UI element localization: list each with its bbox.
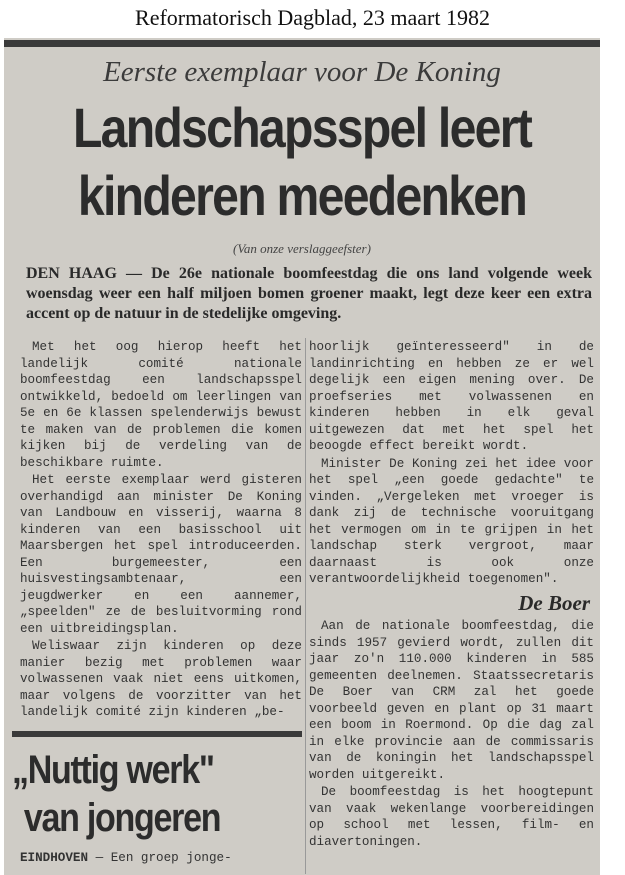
right-paragraph-2: Minister De Koning zei het idee voor het spel „een goede gedachte" te vinden. „Vergeleken met vroeger is dank zij de technische vooruitgang het vermogen om in te grijpen in het landschap sterk vergroot, maar daarnaast is ook onze verantwoordelijkheid toegenomen".	[309, 456, 594, 586]
second-article-lead	[20, 851, 302, 865]
column-divider	[305, 338, 306, 874]
second-article-headline	[12, 746, 259, 842]
left-paragraph-3: Weliswaar zijn kinderen op deze manier bezig met problemen waar volwassenen vaak niet eens uitkomen, maar volgens de voorzitter van het landelijk comité zijn kinderen „be-	[20, 639, 302, 719]
section-subhead: De Boer	[518, 591, 590, 615]
left-column	[20, 339, 302, 727]
second-headline-line-1: „Nuttig werk"	[12, 748, 214, 792]
top-rule	[4, 40, 600, 47]
right-paragraph-1: hoorlijk geïnteresseerd" in de landinrichting en hebben ze er wel degelijk een eigen mening over. De proefseries met volwassenen en kinderen hebben in elk geval uitgewezen dat met het spel het beoogde effect bereikt wordt.	[309, 340, 594, 453]
right-paragraph-4: De boomfeestdag is het hoogtepunt van vaak wekenlange voorbereidingen op school met lessen, film- en diavertoningen.	[309, 785, 594, 849]
second-headline-line-2: van jongeren	[23, 796, 221, 840]
right-paragraph-3: Aan de nationale boomfeestdag, die sinds 1957 gevierd wordt, zullen dit jaar zo'n 110.000 kinderen in 585 gemeenten deelnemen. Staatssecretaris De Boer van CRM zal het goede voorbeeld geven en plant op 31 maart een boom in Roermond. Op die dag zal in elke provincie aan de commissaris van de koningin het landschapsspel worden uitgereikt.	[309, 619, 594, 782]
article-byline: (Van onze verslaggeefster)	[233, 241, 371, 256]
left-paragraph-1: Met het oog hierop heeft het landelijk comité nationale boomfeestdag een landschapsspel ontwikkeld, bedoeld om leerlingen van 5e en 6e klassen spelenderwijs bewust te maken van de problemen die komen kijken bij de verdeling van de beschikbare ruimte.	[20, 340, 302, 470]
left-paragraph-2: Het eerste exemplaar werd gisteren overhandigd aan minister De Koning van Landbouw en visserij, waarna 8 kinderen van een basisschool uit Maarsbergen het spel introduceerden. Een burgemeester, een huisvestingsambtenaar, een jeugdwerker en een aannemer, „speelden" ze de besluitvorming rond een uitbreidingsplan.	[20, 473, 302, 636]
right-column-lower	[309, 618, 594, 851]
second-article-rule	[12, 731, 302, 737]
page-caption: Reformatorisch Dagblad, 23 maart 1982	[135, 5, 490, 30]
article-lead: DEN HAAG — De 26e nationale boomfeestdag die ons land volgende week woensdag weer een half miljoen bomen groener maakt, legt deze keer een extra accent op de natuur in de stedelijke omgeving.	[26, 265, 592, 322]
article-headline	[53, 94, 552, 230]
newspaper-clipping	[4, 38, 600, 875]
second-article-lead-text: — Een groep jonge-	[88, 851, 232, 865]
article-kicker: Eerste exemplaar voor De Koning	[103, 56, 501, 88]
headline-line-2: kinderen meedenken	[77, 164, 527, 227]
right-column	[309, 339, 594, 589]
headline-line-1: Landschapsspel leert	[72, 96, 532, 159]
second-article-dateline: EINDHOVEN	[20, 851, 89, 865]
